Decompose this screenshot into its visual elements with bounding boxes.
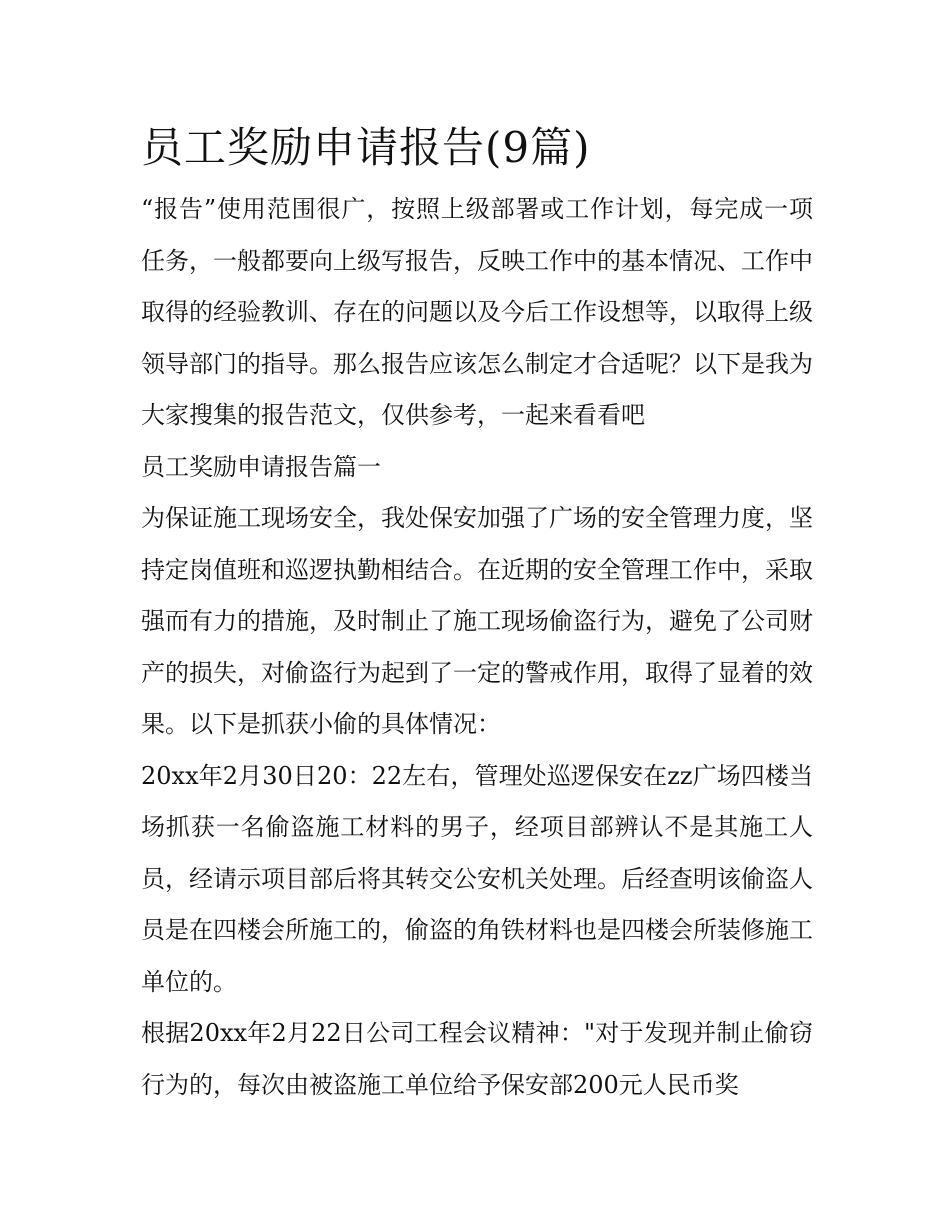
body-paragraph: 根据20xx年2月22日公司工程会议精神："对于发现并制止偷窃行为的，每次由被盗施工单位给予保安部200元人民币奖 (141, 1019, 813, 1099)
body-paragraph: 20xx年2月30日20：22左右，管理处巡逻保安在zz广场四楼当场抓获一名偷盗施工材料的男子，经项目部辨认不是其施工人员，经请示项目部后将其转交公安机关处理。后经查明该偷盗人员是在四楼会所施工的，偷盗的角铁材料也是四楼会所装修施工单位的。 (141, 761, 813, 996)
body-paragraph: 为保证施工现场安全，我处保安加强了广场的安全管理力度，坚持定岗值班和巡逻执勤相结合。在近期的安全管理工作中，采取强而有力的措施，及时制止了施工现场偷盗行为，避免了公司财产的损失，对偷盗行为起到了一定的警戒作用，取得了显着的效果。以下是抓获小偷的具体情况： (141, 504, 813, 738)
document-title: 员工奖励申请报告(9篇) (141, 123, 591, 172)
section-heading: 员工奖励申请报告篇一 (141, 452, 381, 481)
intro-paragraph: “报告”使用范围很广，按照上级部署或工作计划，每完成一项任务，一般都要向上级写报告，反映工作中的基本情况、工作中取得的经验教训、存在的问题以及今后工作设想等，以取得上级领导部门的指导。那么报告应该怎么制定才合适呢？以下是我为大家搜集的报告范文，仅供参考，一起来看看吧 (141, 195, 813, 429)
document-page (141, 112, 813, 1111)
